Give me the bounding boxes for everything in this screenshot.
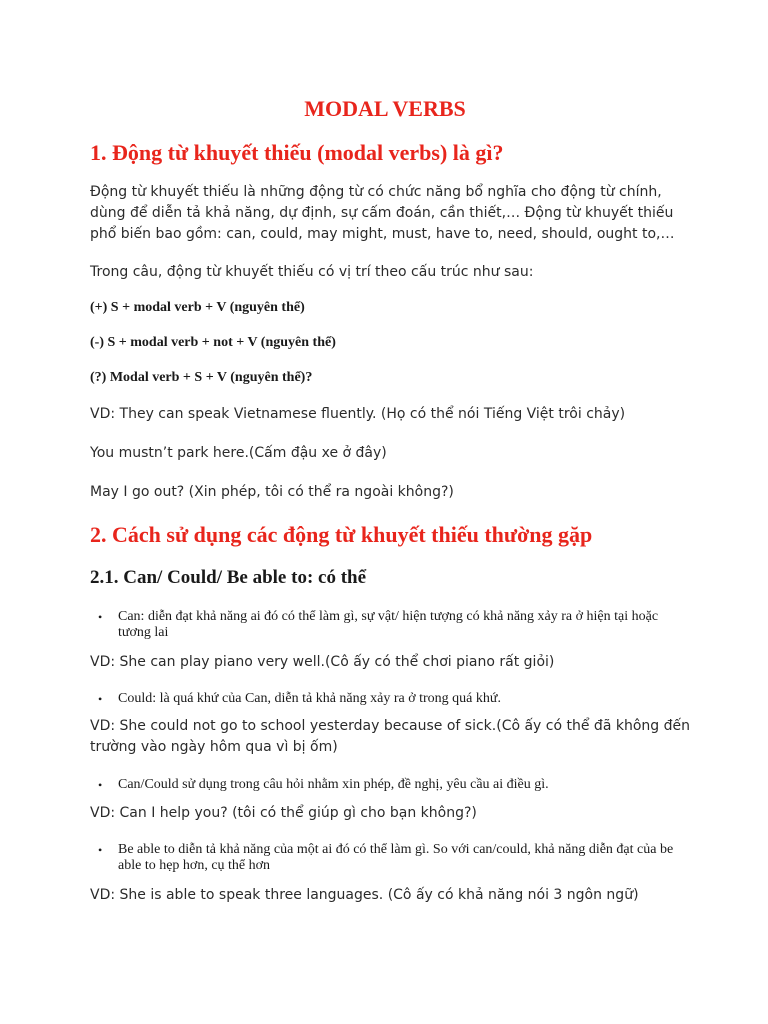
section-1-position-text: Trong câu, động từ khuyết thiếu có vị trí theo cấu trúc như sau: <box>90 264 534 280</box>
list-item <box>98 777 678 793</box>
formula-question: (?) Modal verb + S + V (nguyên thể)? <box>90 370 313 385</box>
list-item <box>98 842 678 874</box>
bullet-icon: • <box>98 692 103 706</box>
list-item <box>98 609 678 641</box>
document-title: MODAL VERBS <box>304 96 466 121</box>
bullet-icon: • <box>98 843 103 857</box>
list-item <box>98 691 678 707</box>
example-line: VD: Can I help you? (tôi có thể giúp gì cho bạn không?) <box>90 805 477 821</box>
example-line: VD: She can play piano very well.(Cô ấy có thể chơi piano rất giỏi) <box>90 654 555 670</box>
example-line: VD: She could not go to school yesterday because of sick.(Cô ấy có thể đã không đến trường vào ngày hôm qua vì bị ốm) <box>90 718 690 755</box>
bullet-text: Could: là quá khứ của Can, diễn tả khả năng xảy ra ở trong quá khứ. <box>118 691 501 706</box>
example-line: You mustn’t park here.(Cấm đậu xe ở đây) <box>90 445 387 461</box>
subsection-2-1-heading: 2.1. Can/ Could/ Be able to: có thể <box>90 567 367 588</box>
example-line: VD: She is able to speak three languages. (Cô ấy có khả năng nói 3 ngôn ngữ) <box>90 887 639 903</box>
formula-affirmative: (+) S + modal verb + V (nguyên thể) <box>90 300 305 315</box>
formula-negative: (-) S + modal verb + not + V (nguyên thể) <box>90 335 336 350</box>
bullet-text: Can/Could sử dụng trong câu hỏi nhằm xin phép, đề nghị, yêu cầu ai điều gì. <box>118 777 549 792</box>
section-1-intro: Động từ khuyết thiếu là những động từ có chức năng bổ nghĩa cho động từ chính, dùng để diễn tả khả năng, dự định, sự cấm đoán, cần thiết,… Động từ khuyết thiếu phổ biến bao gồm: can, could, may might, must, have to, need, should, ought to,… <box>90 184 675 242</box>
section-1-heading: 1. Động từ khuyết thiếu (modal verbs) là gì? <box>90 140 504 165</box>
example-line: VD: They can speak Vietnamese fluently. (Họ có thể nói Tiếng Việt trôi chảy) <box>90 406 626 422</box>
example-line: May I go out? (Xin phép, tôi có thể ra ngoài không?) <box>90 484 454 500</box>
bullet-icon: • <box>98 610 103 624</box>
bullet-icon: • <box>98 778 103 792</box>
bullet-text: Be able to diễn tả khả năng của một ai đó có thể làm gì. So với can/could, khả năng diễn đạt của be able to hẹp hơn, cụ thể hơn <box>118 842 674 873</box>
section-2-heading: 2. Cách sử dụng các động từ khuyết thiếu thường gặp <box>90 522 593 547</box>
bullet-text: Can: diễn đạt khả năng ai đó có thể làm gì, sự vật/ hiện tượng có khả năng xảy ra ở hiện tại hoặc tương lai <box>118 609 659 640</box>
